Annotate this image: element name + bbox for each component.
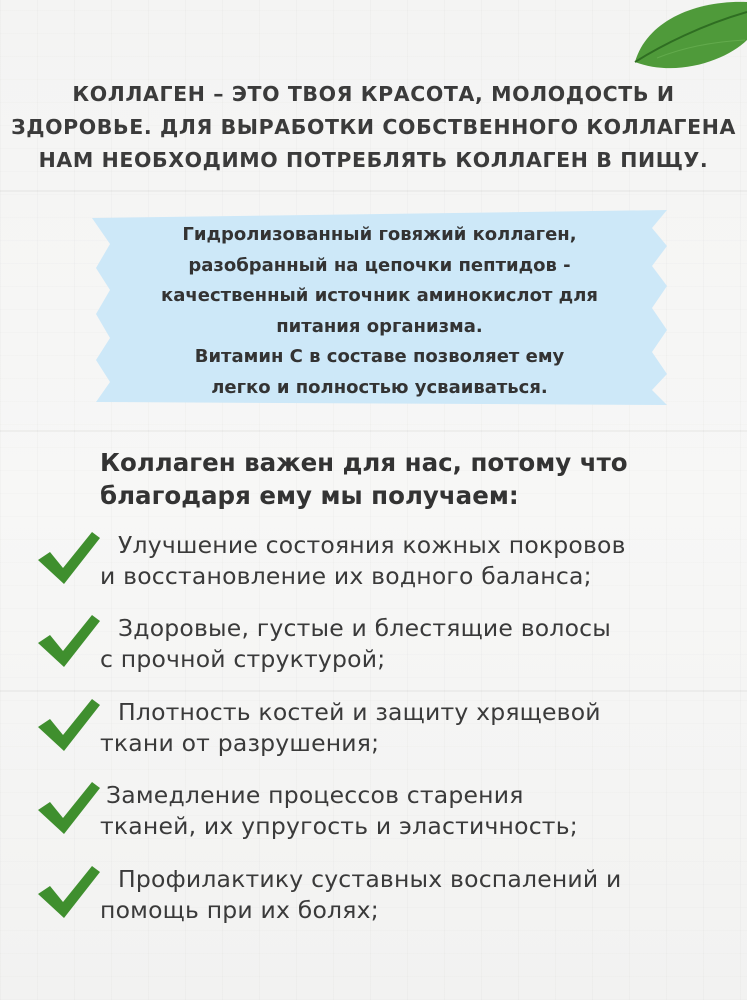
benefit-text: Плотность костей и защиту хрящевой — [118, 698, 601, 726]
intro-line: Коллаген важен для нас, потому что — [100, 448, 628, 477]
benefit-item — [0, 613, 747, 693]
page-heading — [0, 78, 747, 177]
benefit-text: и восстановление их водного баланса; — [100, 562, 592, 590]
leaf-icon — [617, 0, 747, 80]
wood-texture-line — [0, 190, 747, 192]
banner-text — [92, 220, 667, 403]
benefit-text: тканей, их упругость и эластичность; — [100, 812, 578, 840]
benefit-text: Улучшение состояния кожных покровов — [118, 531, 626, 559]
checkmark-icon — [36, 697, 102, 753]
benefit-text: ткани от разрушения; — [100, 729, 380, 757]
heading-line: НАМ НЕОБХОДИМО ПОТРЕБЛЯТЬ КОЛЛАГЕН В ПИЩУ. — [38, 148, 709, 172]
benefit-text: Замедление процессов старения — [106, 781, 524, 809]
benefit-item — [0, 864, 747, 944]
benefit-item — [0, 530, 747, 610]
checkmark-icon — [36, 530, 102, 586]
banner-line: Витамин С в составе позволяет ему — [194, 346, 565, 367]
checkmark-icon — [36, 864, 102, 920]
banner-line: легко и полностью усваиваться. — [211, 376, 548, 398]
checkmark-icon — [36, 613, 102, 669]
benefit-text: помощь при их болях; — [100, 896, 379, 924]
banner-line: разобранный на цепочки пептидов - — [188, 254, 571, 276]
heading-line: КОЛЛАГЕН – ЭТО ТВОЯ КРАСОТА, МОЛОДОСТЬ И — [72, 82, 675, 106]
benefit-item — [0, 697, 747, 777]
banner-line: питания организма. — [276, 315, 483, 337]
wood-texture-line — [0, 430, 747, 432]
intro-line: благодаря ему мы получаем: — [100, 481, 519, 510]
info-banner — [92, 210, 667, 405]
banner-line: качественный источник аминокислот для — [161, 285, 598, 306]
benefit-item — [0, 780, 747, 860]
heading-line: ЗДОРОВЬЕ. ДЛЯ ВЫРАБОТКИ СОБСТВЕННОГО КОЛЛАГЕНА — [11, 115, 736, 139]
banner-line: Гидролизованный говяжий коллаген, — [182, 224, 577, 245]
benefits-intro — [100, 446, 628, 512]
benefit-text: с прочной структурой; — [100, 645, 386, 673]
benefit-text: Здоровые, густые и блестящие волосы — [118, 614, 612, 642]
checkmark-icon — [36, 780, 102, 836]
benefit-text: Профилактику суставных воспалений и — [118, 865, 622, 893]
